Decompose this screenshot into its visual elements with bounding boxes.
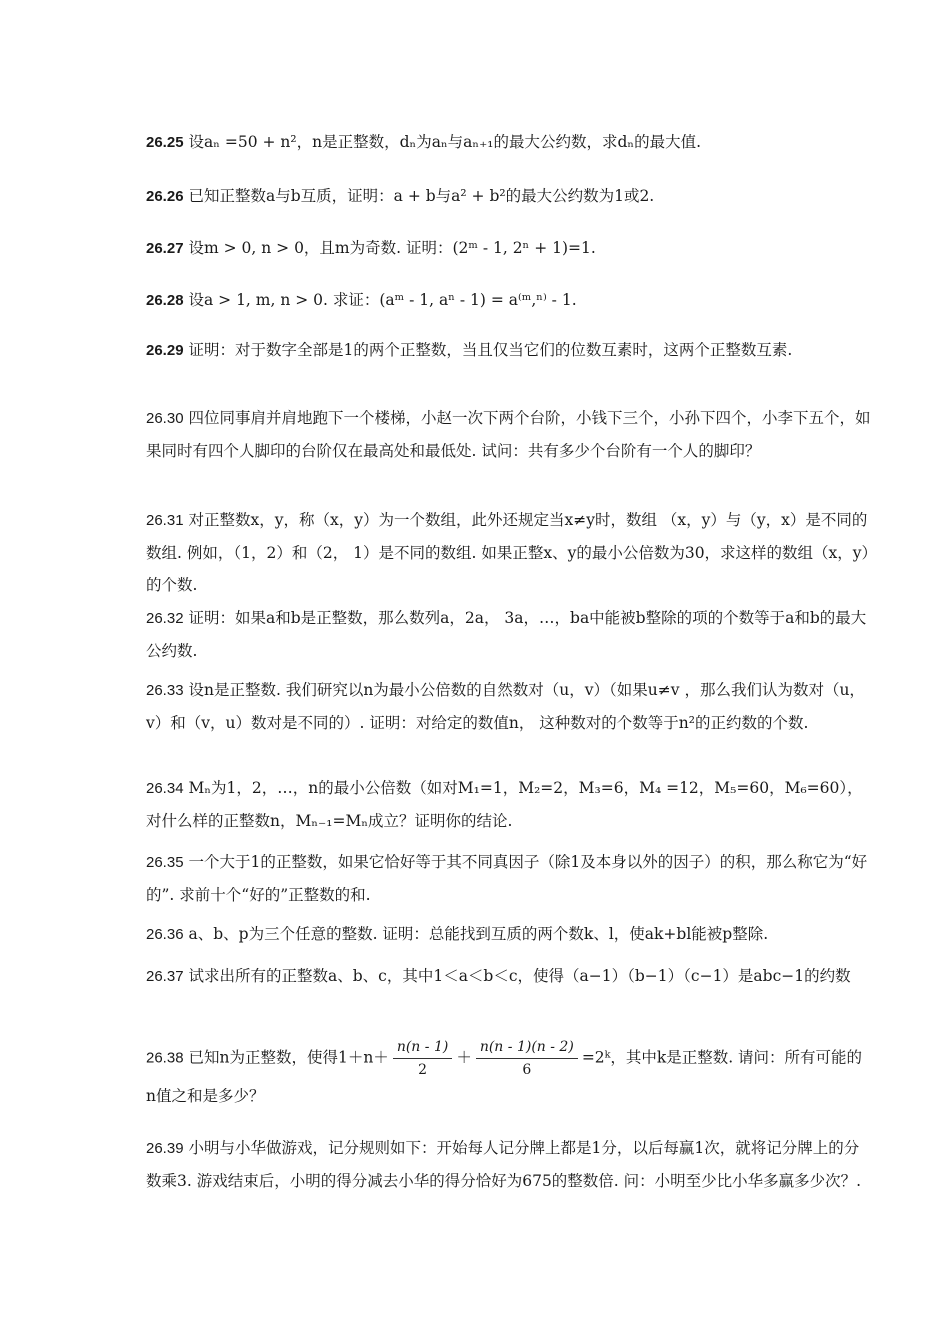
problem-number: 26.30 [146, 410, 184, 427]
problem-text: 设a > 1, m, n > 0. 求证：(aᵐ - 1, aⁿ - 1) = a⁽ᵐ,ⁿ⁾ - 1. [188, 291, 577, 309]
problem-number: 26.29 [146, 342, 184, 359]
problem-text: 小明与小华做游戏，记分规则如下：开始每人记分牌上都是1分，以后每赢1次，就将记分牌上的分数乘3. 游戏结束后，小明的得分减去小华的得分恰好为675的整数倍. 问：小明至少比小华多赢多少次？. [146, 1139, 862, 1190]
fraction-1-denominator: 2 [418, 1062, 428, 1078]
problem-number: 26.33 [146, 682, 184, 699]
problem-26-33 [112, 674, 872, 739]
problem-text: Mₙ为1，2，…，n的最小公倍数（如对M₁=1，M₂=2，M₃=6，M₄ =12，M₅=60，M₆=60），对什么样的正整数n，Mₙ₋₁=Mₙ成立？证明你的结论. [146, 779, 863, 830]
problem-number: 26.36 [146, 926, 184, 943]
fraction-2-numerator: n(n - 1)(n - 2) [476, 1036, 578, 1059]
fraction-1-numerator: n(n - 1) [393, 1036, 453, 1059]
problem-number: 26.26 [146, 188, 184, 205]
problem-26-38 [112, 1036, 872, 1111]
problem-text: 已知正整数a与b互质，证明：a + b与a² + b²的最大公约数为1或2. [188, 187, 655, 205]
problem-text: a、b、p为三个任意的整数. 证明：总能找到互质的两个数k、l，使ak+bl能被p整除. [188, 925, 769, 943]
problem-number: 26.34 [146, 780, 184, 797]
problem-number: 26.28 [146, 292, 184, 309]
problem-number: 26.31 [146, 512, 184, 529]
problem-26-30 [112, 402, 872, 467]
problem-26-27 [112, 232, 872, 265]
problem-number: 26.27 [146, 240, 184, 257]
problem-26-39 [112, 1132, 872, 1197]
problem-number: 26.37 [146, 968, 184, 985]
problem-number: 26.25 [146, 134, 184, 151]
problem-number: 26.35 [146, 854, 184, 871]
problem-26-31 [112, 504, 872, 601]
problem-text-after: =2ᵏ，其中k是正整数. 请问：所有可能的n值之和是多少？ [146, 1048, 863, 1105]
problem-text: 设n是正整数. 我们研究以n为最小公倍数的自然数对（u，v）（如果u≠v ，那么我们认为数对（u，v）和（v，u）数对是不同的）. 证明：对给定的数值n， 这种数对的个数等于n²的正约数的个数. [146, 681, 865, 732]
fraction-2-denominator: 6 [522, 1062, 532, 1078]
problem-text: 证明：如果a和b是正整数，那么数列a，2a， 3a，…，ba中能被b整除的项的个数等于a和b的最大公约数. [146, 609, 867, 660]
problem-number: 26.32 [146, 610, 184, 627]
plus-sign: ＋ [456, 1048, 472, 1067]
problem-26-28 [112, 284, 872, 317]
problem-number: 26.39 [146, 1140, 184, 1157]
problem-26-36 [112, 918, 872, 951]
problem-text: 四位同事肩并肩地跑下一个楼梯，小赵一次下两个台阶，小钱下三个，小孙下四个，小李下五个，如果同时有四个人脚印的台阶仅在最高处和最低处. 试问：共有多少个台阶有一个人的脚印？ [146, 409, 871, 460]
problem-text: 设aₙ =50 + n²，n是正整数，dₙ为aₙ与aₙ₊₁的最大公约数，求dₙ的最大值. [188, 133, 702, 151]
problem-26-34 [112, 772, 872, 837]
problem-text: 设m > 0, n > 0，且m为奇数. 证明：(2ᵐ - 1, 2ⁿ + 1)=1. [188, 239, 596, 257]
problem-number: 26.38 [146, 1049, 184, 1067]
problem-26-32 [112, 602, 872, 667]
problem-text: 试求出所有的正整数a、b、c，其中1＜a＜b＜c，使得（a−1）（b−1）（c−1）是abc−1的约数 [188, 967, 851, 985]
problem-26-37 [112, 960, 872, 993]
problem-26-35 [112, 846, 872, 911]
problem-text: 证明：对于数字全部是1的两个正整数，当且仅当它们的位数互素时，这两个正整数互素. [188, 341, 793, 359]
fraction-2 [476, 1036, 578, 1081]
problem-26-29 [112, 334, 872, 367]
problem-26-25 [112, 126, 872, 159]
problem-text: 一个大于1的正整数，如果它恰好等于其不同真因子（除1及本身以外的因子）的积，那么称它为“好的”. 求前十个“好的”正整数的和. [146, 853, 868, 904]
problem-text-before: 已知n为正整数，使得1＋n＋ [188, 1048, 389, 1067]
problem-text: 对正整数x，y，称（x，y）为一个数组，此外还规定当x≠y时，数组 （x，y）与（y，x）是不同的数组. 例如，（1，2）和（2， 1）是不同的数组. 如果正整x、y的最小公倍数为30，求这样的数组（x，y）的个数. [146, 511, 870, 594]
problem-26-26 [112, 180, 872, 213]
fraction-1 [393, 1036, 453, 1081]
